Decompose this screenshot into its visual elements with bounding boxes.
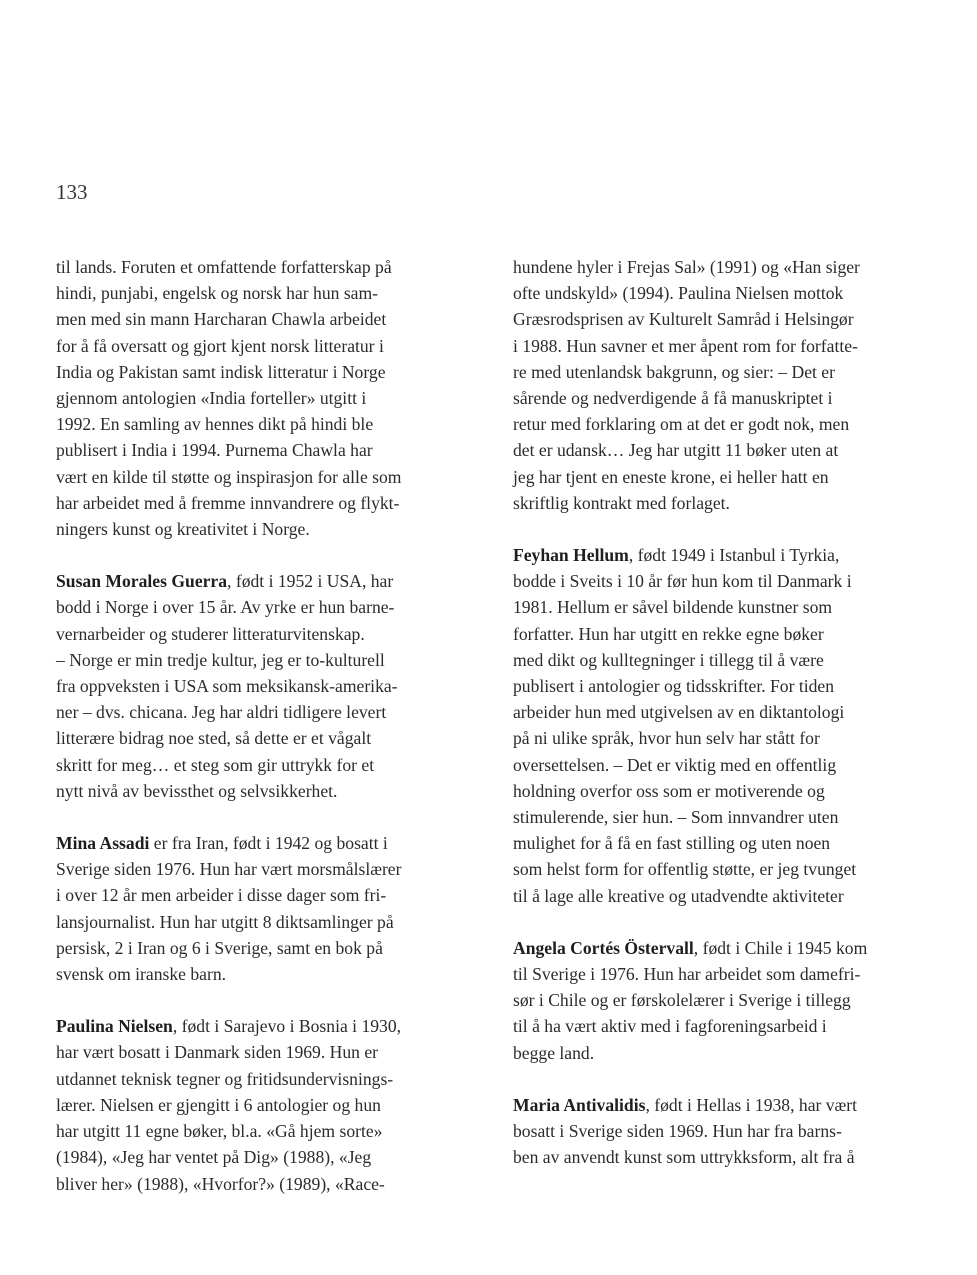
text-line (513, 935, 953, 961)
text-line: på ni ulike språk, hvor hun selv har stått for (513, 728, 820, 749)
text-line: vernarbeider og studerer litteraturvitenskap. (56, 623, 365, 644)
text-line: oversettelsen. – Det er viktig med en offentlig (513, 754, 837, 775)
paragraph-chawla-continued (56, 254, 488, 542)
text-line: svensk om iranske barn. (56, 964, 227, 985)
text-fragment: , født i 1952 i USA, har (227, 571, 394, 592)
text-line: skritt for meg… et steg som gir uttrykk for et (56, 754, 375, 775)
text-line: forfatter. Hun har utgitt en rekke egne bøker (513, 623, 824, 644)
text-line (513, 542, 953, 568)
text-line: til Sverige i 1976. Hun har arbeidet som damefri- (513, 964, 861, 985)
text-fragment: er fra Iran, født i 1942 og bosatt i (149, 833, 388, 854)
text-line: bodde i Sveits i 10 år før hun kom til Danmark i (513, 571, 852, 592)
left-column (56, 254, 488, 1223)
text-line: 1981. Hellum er såvel bildende kunstner som (513, 597, 833, 618)
text-line: mulighet for å få en fast stilling og uten noen (513, 833, 831, 854)
text-line: ningers kunst og kreativitet i Norge. (56, 519, 310, 540)
text-line: litterære bidrag noe sted, så dette er et vågalt (56, 728, 372, 749)
text-line: arbeider hun med utgivelsen av en diktantologi (513, 702, 845, 723)
text-line: bodd i Norge i over 15 år. Av yrke er hun barne- (56, 597, 395, 618)
author-name: Maria Antivalidis (513, 1094, 646, 1115)
text-line: jeg har tjent en eneste krone, ei heller hatt en (513, 466, 829, 487)
author-name: Feyhan Hellum (513, 545, 629, 566)
text-line: ben av anvendt kunst som uttrykksform, alt fra å (513, 1147, 855, 1168)
paragraph-paulina-nielsen (56, 1013, 488, 1196)
text-line: det er udansk… Jeg har utgitt 11 bøker uten at (513, 440, 839, 461)
text-line: re med utenlandsk bakgrunn, og sier: – Det er (513, 361, 835, 382)
text-line: vært en kilde til støtte og inspirasjon for alle som (56, 466, 402, 487)
text-line: til lands. Foruten et omfattende forfatterskap på (56, 257, 392, 277)
text-line: med dikt og kulltegninger i tillegg til å være (513, 649, 824, 670)
paragraph-mina-assadi (56, 830, 488, 987)
text-line: bosatt i Sverige siden 1969. Hun har fra barns- (513, 1121, 842, 1142)
text-line: stimulerende, sier hun. – Som innvandrer uten (513, 807, 839, 828)
paragraph-feyhan-hellum (513, 542, 953, 909)
paragraph-angela-cortes-ostervall (513, 935, 953, 1066)
text-line: sårende og nedverdigende å få manuskriptet i (513, 388, 833, 409)
text-line: retur med forklaring om at det er godt nok, men (513, 414, 850, 435)
text-line: i over 12 år men arbeider i disse dager som fri- (56, 885, 387, 906)
text-line (56, 830, 488, 856)
text-line: Sverige siden 1976. Hun har vært morsmålslærer (56, 859, 402, 880)
text-line: sør i Chile og er førskolelærer i Sverige i tillegg (513, 990, 851, 1011)
text-line: som helst form for offentlig støtte, er jeg tvunget (513, 859, 857, 880)
text-line: begge land. (513, 1042, 595, 1063)
text-line: til å ha vært aktiv med i fagforeningsarbeid i (513, 1016, 827, 1037)
author-name: Susan Morales Guerra (56, 571, 228, 592)
text-line: i 1988. Hun savner et mer åpent rom for forfatte- (513, 335, 858, 356)
text-line: ner – dvs. chicana. Jeg har aldri tidligere levert (56, 702, 387, 723)
text-line: ofte undskyld» (1994). Paulina Nielsen mottok (513, 283, 844, 304)
text-line: for å få oversatt og gjort kjent norsk litteratur i (56, 335, 384, 356)
text-line: har vært bosatt i Danmark siden 1969. Hun er (56, 1042, 378, 1063)
text-line: men med sin mann Harcharan Chawla arbeidet (56, 309, 387, 330)
author-name: Mina Assadi (56, 833, 150, 854)
text-line: 1992. En samling av hennes dikt på hindi ble (56, 414, 374, 435)
text-line: – Norge er min tredje kultur, jeg er to-kulturell (56, 649, 385, 670)
text-fragment: , født i Hellas i 1938, har vært (645, 1094, 858, 1115)
text-line: fra oppveksten i USA som meksikansk-amerika- (56, 676, 398, 697)
text-line: India og Pakistan samt indisk litteratur i Norge (56, 361, 386, 382)
text-line: publisert i India i 1994. Purnema Chawla har (56, 440, 373, 461)
text-line: persisk, 2 i Iran og 6 i Sverige, samt en bok på (56, 937, 383, 958)
text-line (56, 1013, 488, 1039)
text-line: lansjournalist. Hun har utgitt 8 diktsamlinger på (56, 911, 394, 932)
page-number: 133 (56, 180, 88, 204)
text-line: gjennom antologien «India forteller» utgitt i (56, 388, 367, 409)
text-line (513, 1092, 953, 1118)
paragraph-susan-morales-guerra (56, 568, 488, 804)
text-fragment: , født 1949 i Istanbul i Tyrkia, (628, 545, 840, 566)
text-line: publisert i antologier og tidsskrifter. For tiden (513, 676, 835, 697)
text-line: nytt nivå av bevissthet og selvsikkerhet. (56, 780, 338, 801)
author-name: Angela Cortés Östervall (513, 937, 694, 958)
paragraph-maria-antivalidis (513, 1092, 953, 1171)
text-line: holdning overfor oss som er motiverende og (513, 780, 825, 801)
text-line: til å lage alle kreative og utadvendte aktiviteter (513, 885, 844, 906)
text-line: har utgitt 11 egne bøker, bl.a. «Gå hjem sorte» (56, 1121, 383, 1142)
author-name: Paulina Nielsen (56, 1016, 173, 1037)
text-line: Græsrodsprisen av Kulturelt Samråd i Helsingør (513, 309, 854, 330)
right-column (513, 254, 953, 1197)
text-line: hindi, punjabi, engelsk og norsk har hun sam- (56, 283, 379, 304)
text-line: hundene hyler i Frejas Sal» (1991) og «Han siger (513, 257, 860, 277)
text-line (56, 568, 488, 594)
text-fragment: , født i Chile i 1945 kom (693, 937, 868, 958)
text-line: utdannet teknisk tegner og fritidsundervisnings- (56, 1068, 394, 1089)
text-line: (1984), «Jeg har ventet på Dig» (1988), «Jeg (56, 1147, 372, 1168)
text-line: bliver her» (1988), «Hvorfor?» (1989), «Race- (56, 1173, 385, 1194)
text-fragment: , født i Sarajevo i Bosnia i 1930, (172, 1016, 402, 1037)
text-line: skriftlig kontrakt med forlaget. (513, 492, 730, 513)
text-line: har arbeidet med å fremme innvandrere og flykt- (56, 492, 400, 513)
paragraph-paulina-nielsen-continued (513, 254, 953, 516)
text-line: lærer. Nielsen er gjengitt i 6 antologier og hun (56, 1094, 381, 1115)
